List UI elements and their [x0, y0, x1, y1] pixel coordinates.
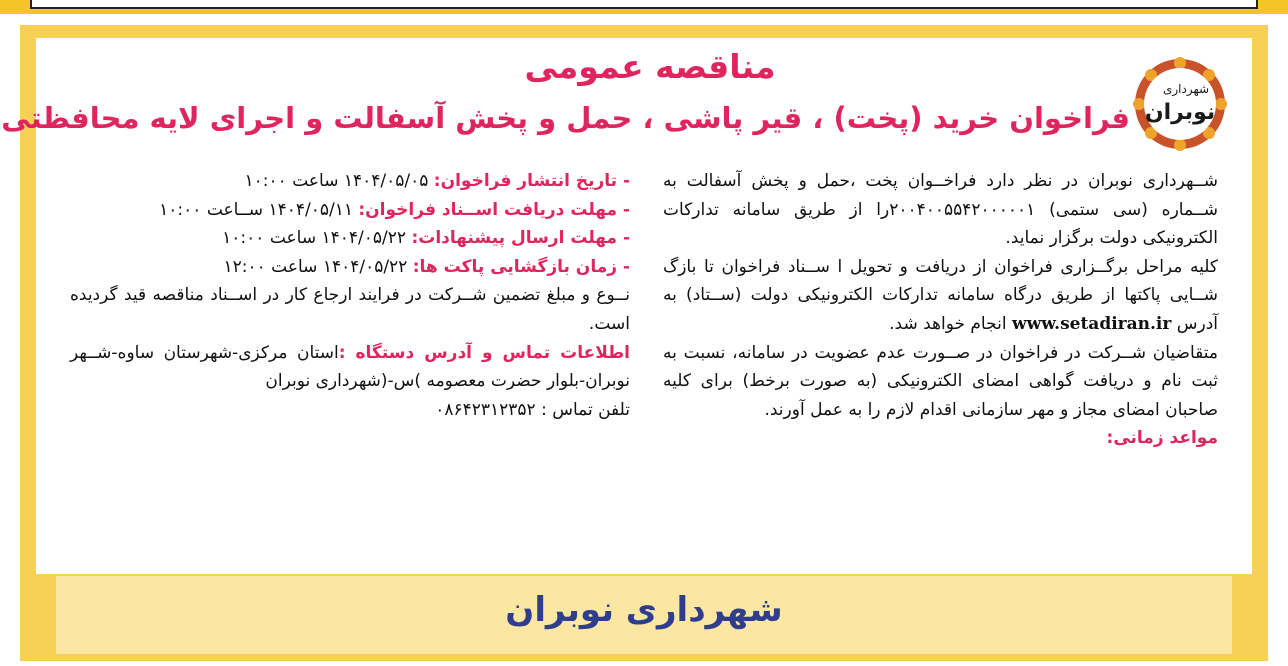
date-value: ۱۴۰۴/۰۵/۰۵ ساعت ۱۰:۰۰: [244, 171, 429, 191]
phone-value[interactable]: ۰۸۶۴۲۳۱۲۳۵۲: [435, 399, 536, 420]
setadiran-link[interactable]: www.setadiran.ir: [1011, 313, 1172, 334]
logo-top-text: شهرداری: [1162, 82, 1210, 96]
procedure-paragraph: [663, 253, 1218, 339]
contact-address: استان مرکزی-شهرستان ساوه-شــهر نوبران-بلوار حضرت معصومه )س-(شهرداری نوبران: [70, 342, 630, 392]
contact-paragraph: [70, 339, 630, 396]
contact-label: اطلاعات تماس و آدرس دستگاه :: [338, 342, 630, 363]
date-value: ۱۴۰۴/۰۵/۲۲ ساعت ۱۰:۰۰: [222, 228, 407, 249]
logo-main-text: نوبران: [1144, 100, 1216, 125]
municipality-logo: [1128, 57, 1232, 152]
left-column: [70, 167, 630, 424]
date-row-documents: [70, 196, 630, 225]
date-label: - تاریخ انتشار فراخوان:: [433, 171, 630, 191]
phone-row: [70, 396, 630, 425]
right-column: [663, 167, 1218, 453]
footer-title: شهرداری نوبران: [505, 590, 783, 630]
top-strip: [0, 0, 1288, 14]
top-strip-inner: [30, 0, 1258, 9]
guarantee-paragraph: نــوع و مبلغ تضمین شــرکت در فرایند ارجاع کار در اســناد مناقصه قید گردیده است.: [70, 285, 630, 334]
date-row-submission: [70, 224, 630, 253]
procedure-text: کلیه مراحل برگــزاری فراخوان از دریافت و تحویل ا ســناد فراخوان تا بازگ شــایی پاکتها از طریق درگاه سامانه تدارکات الکترونیکی دولت (ســتاد) به آدرس: [663, 256, 1218, 334]
date-row-publish: [70, 167, 630, 196]
date-value: ۱۴۰۴/۰۵/۲۲ ساعت ۱۲:۰۰: [223, 256, 408, 277]
ad-title: مناقصه عمومی: [524, 47, 776, 86]
date-label: - مهلت دریافت اســناد فراخوان:: [358, 199, 630, 220]
procedure-end: انجام خواهد شد.: [889, 313, 1007, 334]
applicants-paragraph: متقاضیان شــرکت در فراخوان در صــورت عدم عضویت در سامانه، نسبت به ثبت نام و دریافت گواهی امضای الکترونیکی (به صورت برخط) برای کلیه صاحبان امضای مجاز و مهر سازمانی اقدام لازم را به عمل آورند.: [663, 342, 1218, 420]
schedule-heading: مواعد زمانی:: [1106, 428, 1218, 449]
date-label: - زمان بازگشایی پاکت ها:: [412, 256, 630, 277]
ad-subtitle: فراخوان خرید (پخت) ، قیر پاشی ، حمل و پخش آسفالت و اجرای لایه محافظتی: [1, 101, 1130, 135]
date-row-opening: [70, 253, 630, 282]
date-label: - مهلت ارسال پیشنهادات:: [411, 228, 630, 249]
intro-paragraph: شــهرداری نوبران در نظر دارد فراخــوان پخت ،حمل و پخش آسفالت به شــماره (سی ستمی) ۲۰۰۴۰۰۵۵۴۲۰۰۰۰۰۱را از طریق سامانه تدارکات الکترونیکی دولت برگزار نماید.: [663, 171, 1218, 249]
phone-label: تلفن تماس :: [541, 399, 630, 420]
date-value: ۱۴۰۴/۰۵/۱۱ ســاعت ۱۰:۰۰: [159, 199, 353, 220]
